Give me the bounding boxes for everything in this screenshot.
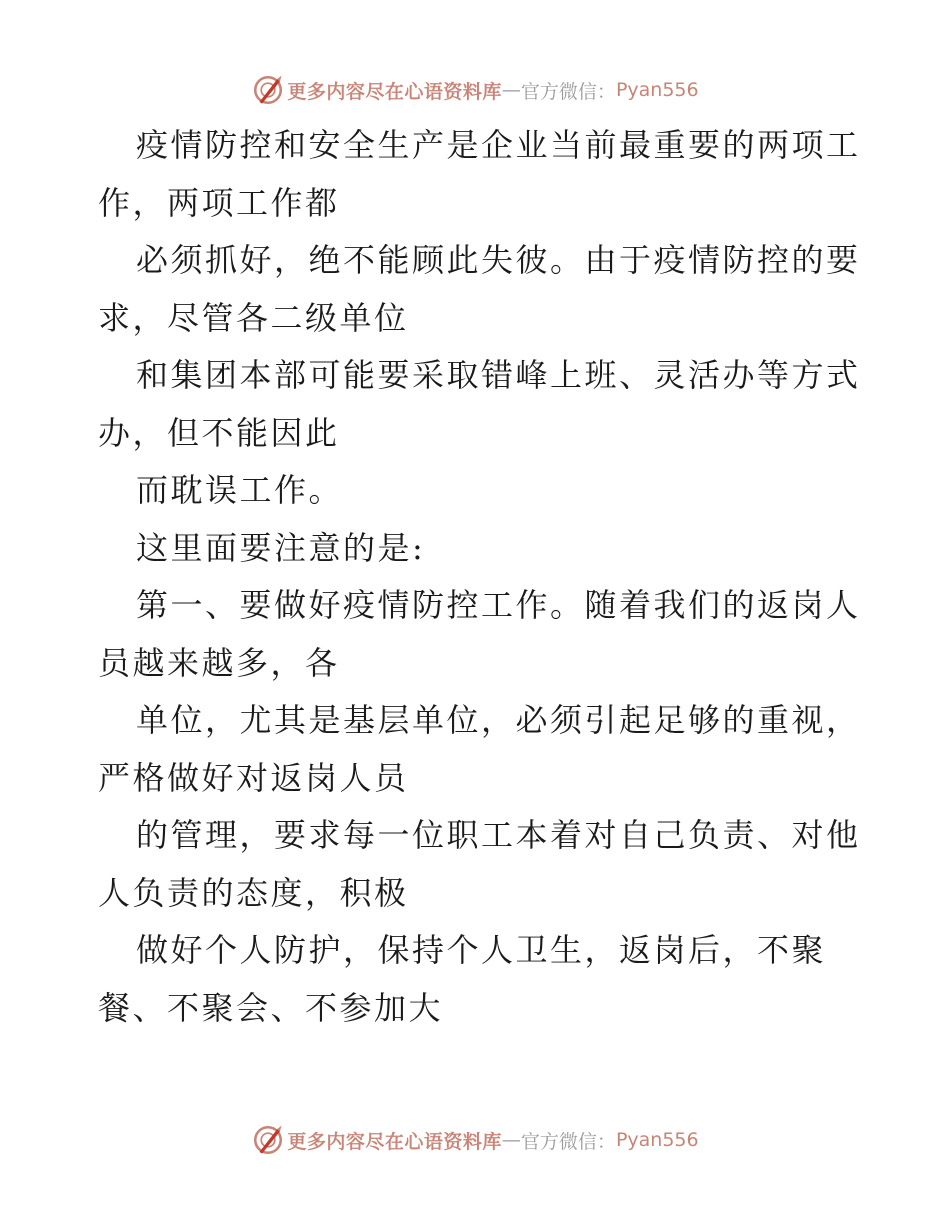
quill-logo-icon	[251, 73, 285, 107]
quill-logo-icon	[251, 1123, 285, 1157]
body-line: 做好个人防护，保持个人卫生，返岗后，不聚	[136, 931, 827, 969]
banner-separator: —	[501, 79, 521, 101]
body-line: 单位，尤其是基层单位，必须引起足够的重视，	[136, 701, 861, 739]
banner-label: 官方微信：	[520, 1130, 616, 1153]
body-line: 作，两项工作都	[98, 183, 340, 222]
body-line: 这里面要注意的是:	[136, 528, 426, 567]
banner-text: 更多内容尽在心语资料库	[287, 1130, 502, 1153]
body-line: 和集团本部可能要采取错峰上班、灵活办等方式	[136, 356, 861, 394]
body-line: 的管理，要求每一位职工本着对自己负责、对他	[136, 816, 861, 854]
body-line: 必须抓好，绝不能顾此失彼。由于疫情防控的要	[136, 241, 861, 279]
header-banner	[0, 70, 950, 110]
wechat-id: Pyan556	[615, 79, 699, 101]
document-body	[98, 117, 861, 1037]
body-line: 严格做好对返岗人员	[98, 758, 409, 797]
body-line: 员越来越多，各	[98, 643, 340, 682]
banner-text: 更多内容尽在心语资料库	[287, 80, 502, 103]
body-line: 疫情防控和安全生产是企业当前最重要的两项工	[136, 126, 861, 164]
wechat-id: Pyan556	[615, 1129, 699, 1151]
body-line: 而耽误工作。	[136, 471, 344, 509]
banner-label: 官方微信：	[520, 80, 616, 103]
banner-separator: —	[501, 1129, 521, 1151]
body-line: 人负责的态度，积极	[98, 873, 409, 912]
body-line: 餐、不聚会、不参加大	[98, 988, 444, 1027]
footer-banner	[0, 1120, 950, 1160]
body-line: 第一、要做好疫情防控工作。随着我们的返岗人	[136, 586, 861, 624]
body-line: 办，但不能因此	[98, 413, 340, 452]
body-line: 求，尽管各二级单位	[98, 298, 409, 337]
